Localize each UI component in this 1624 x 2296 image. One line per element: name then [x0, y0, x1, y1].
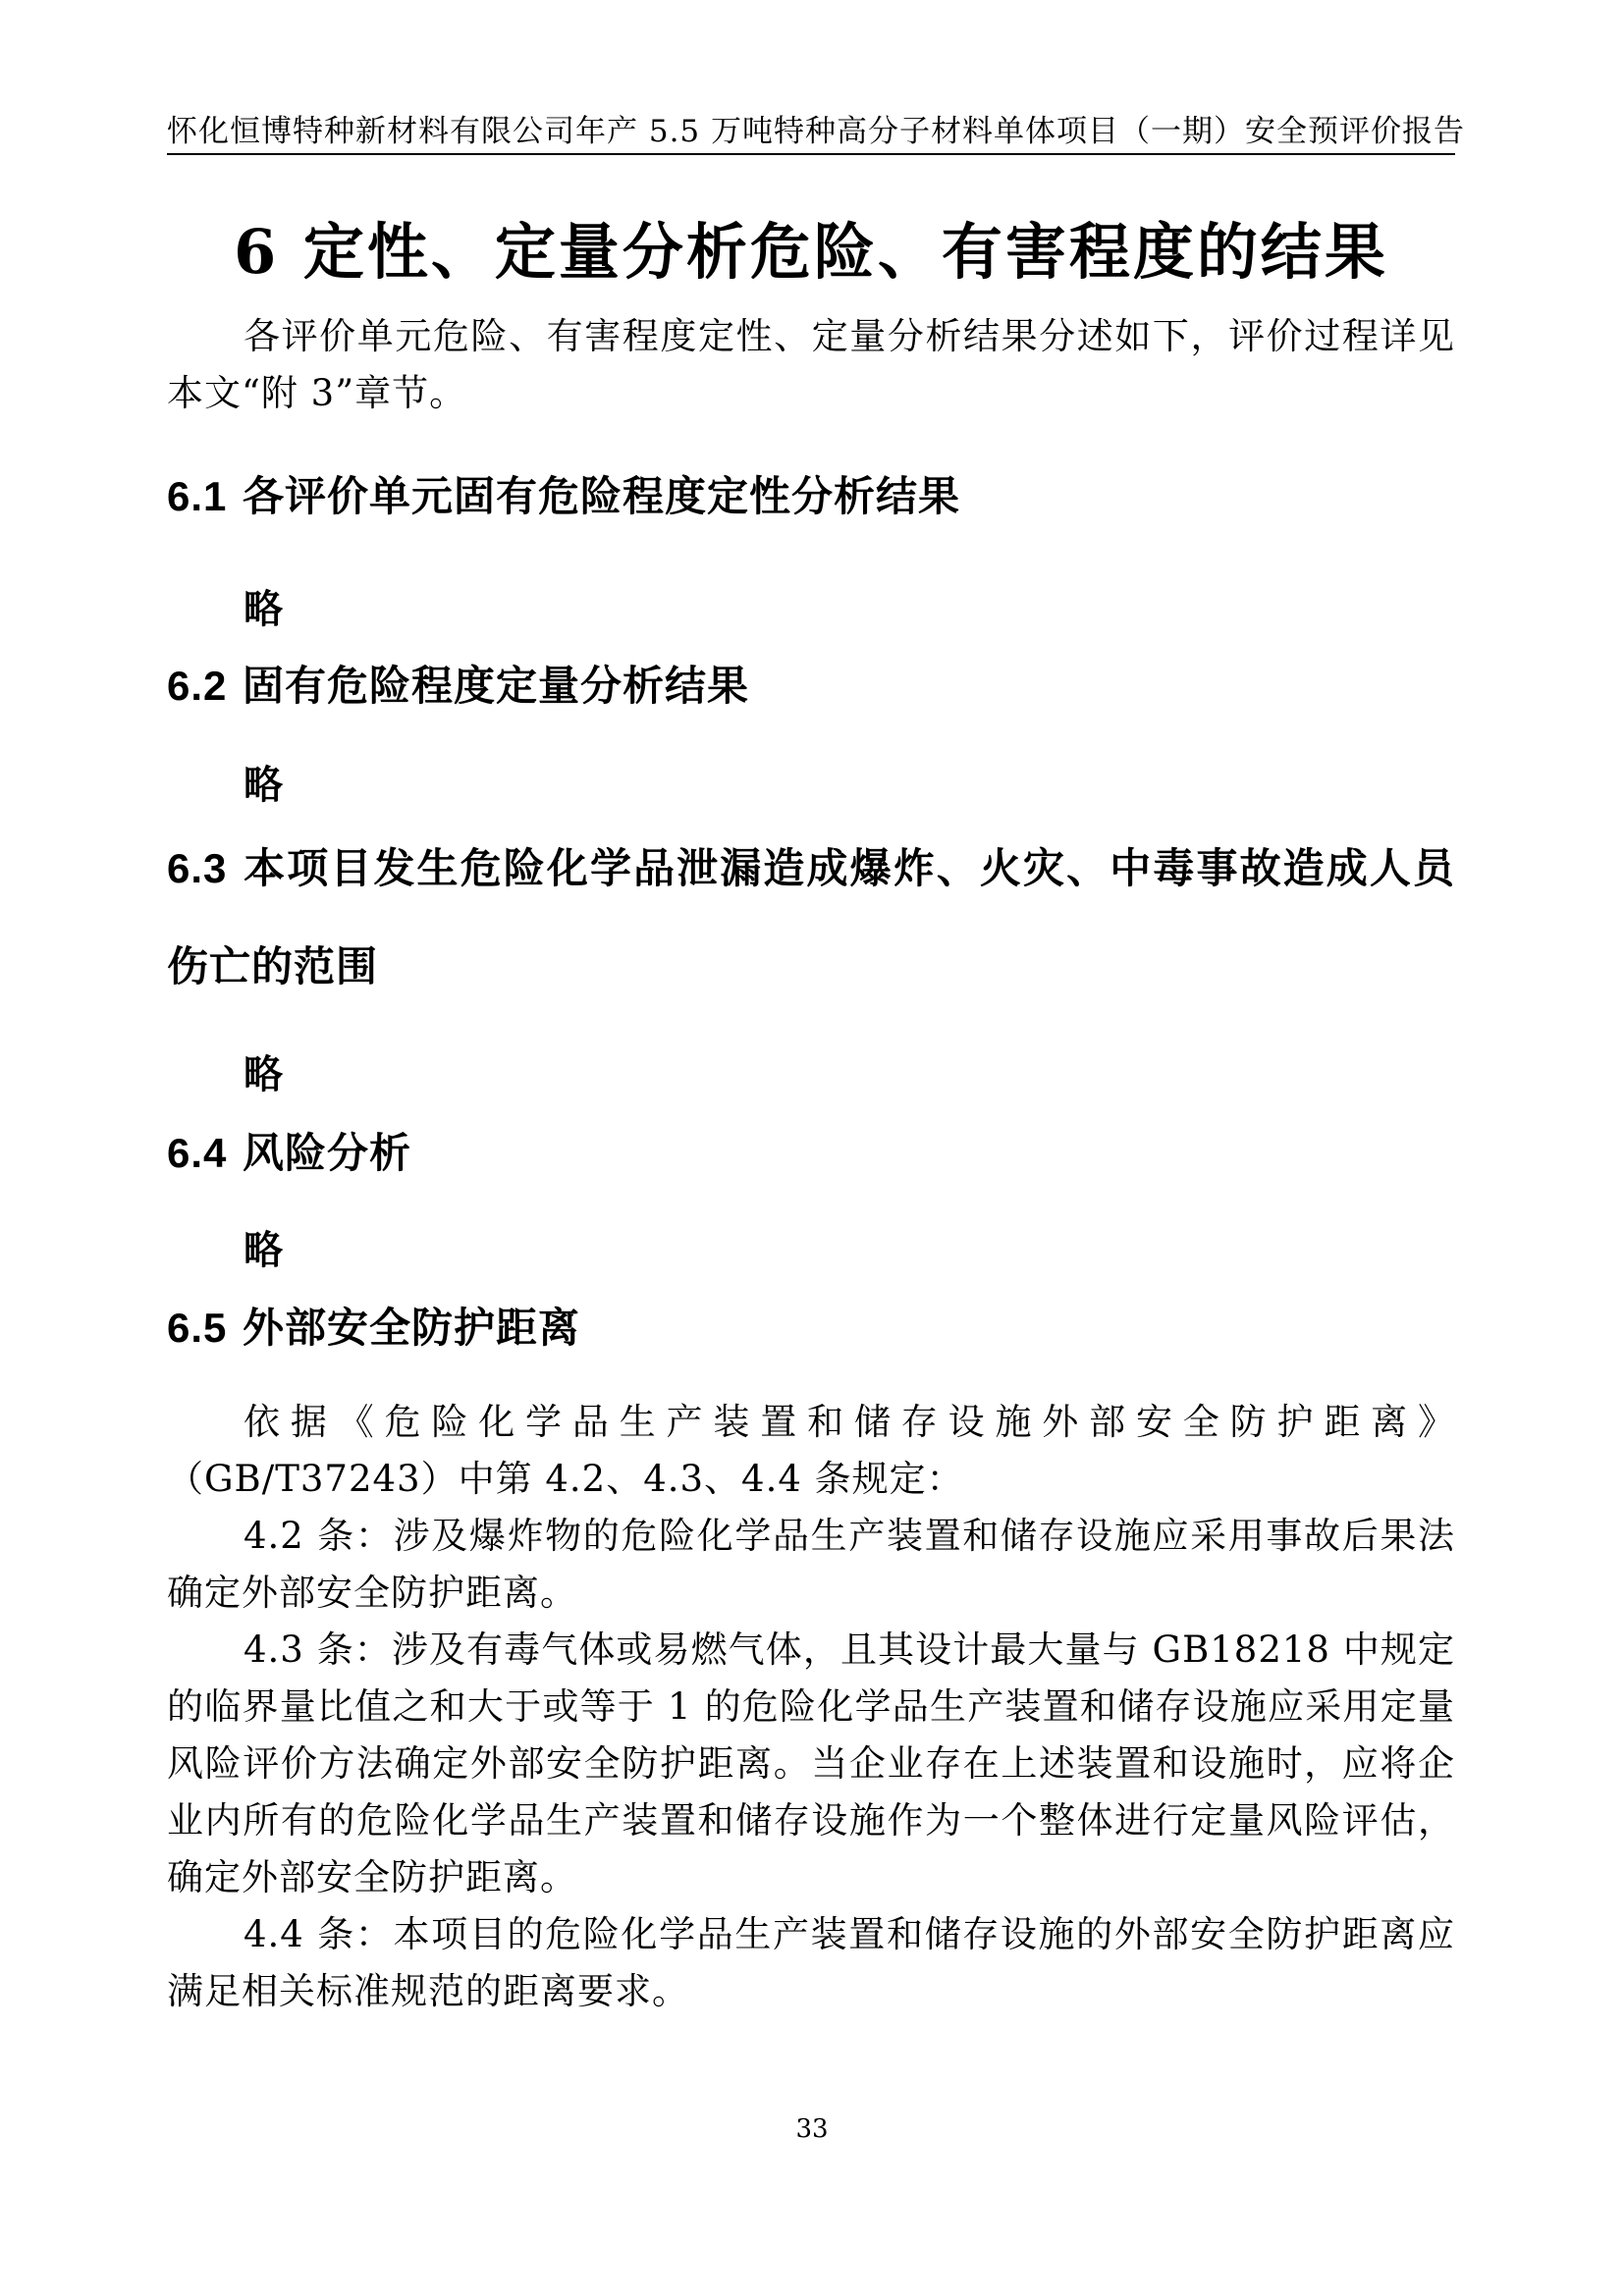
section-heading-6-2	[167, 652, 1455, 721]
page-number: 33	[795, 2114, 829, 2144]
section-title: 各评价单元固有危险程度定性分析结果	[243, 472, 961, 520]
running-header: 怀化恒博特种新材料有限公司年产 5.5 万吨特种高分子材料单体项目（一期）安全预评价报告	[167, 110, 1455, 155]
chapter-title: 6 定性、定量分析危险、有害程度的结果	[234, 216, 1388, 288]
section-title: 风险分析	[243, 1129, 412, 1177]
section-number: 6.3	[167, 845, 228, 891]
section-number: 6.2	[167, 663, 228, 709]
section-number: 6.1	[167, 473, 228, 519]
section-content-6-3: 略	[244, 1051, 283, 1097]
section-heading-6-3	[167, 820, 1455, 1016]
section-heading-6-1	[167, 462, 1455, 531]
section-number: 6.5	[167, 1305, 228, 1351]
section-title: 外部安全防护距离	[243, 1304, 581, 1352]
section-content-6-2: 略	[244, 762, 283, 808]
section-title: 固有危险程度定量分析结果	[243, 662, 750, 710]
intro-paragraph: 各评价单元危险、有害程度定性、定量分析结果分述如下，评价过程详见本文“附 3”章节。	[167, 315, 1455, 414]
paragraph: 4.4 条：本项目的危险化学品生产装置和储存设施的外部安全防护距离应满足相关标准规范的距离要求。	[167, 1913, 1455, 2012]
section-heading-6-5	[167, 1294, 1455, 1362]
section-number: 6.4	[167, 1130, 228, 1176]
paragraph: 依据《危险化学品生产装置和储存设施外部安全防护距离》（GB/T37243）中第 4.2、4.3、4.4 条规定：	[167, 1401, 1455, 1500]
section-content-6-1: 略	[244, 586, 283, 632]
section-content-6-4: 略	[244, 1227, 283, 1273]
paragraph: 4.2 条：涉及爆炸物的危险化学品生产装置和储存设施应采用事故后果法确定外部安全防护距离。	[167, 1515, 1455, 1614]
section-heading-6-4	[167, 1119, 1455, 1188]
section-title: 本项目发生危险化学品泄漏造成爆炸、火灾、中毒事故造成人员伤亡的范围	[167, 844, 1455, 990]
section-6-5-body	[167, 1394, 1455, 2020]
intro-block	[167, 308, 1455, 422]
paragraph: 4.3 条：涉及有毒气体或易燃气体，且其设计最大量与 GB18218 中规定的临界量比值之和大于或等于 1 的危险化学品生产装置和储存设施应采用定量风险评价方法确定外部安全防护距离。当企业存在上述装置和设施时，应将企业内所有的危险化学品生产装置和储存设施作为一个整体进行定量风险评估，确定外部安全防护距离。	[167, 1629, 1455, 1898]
